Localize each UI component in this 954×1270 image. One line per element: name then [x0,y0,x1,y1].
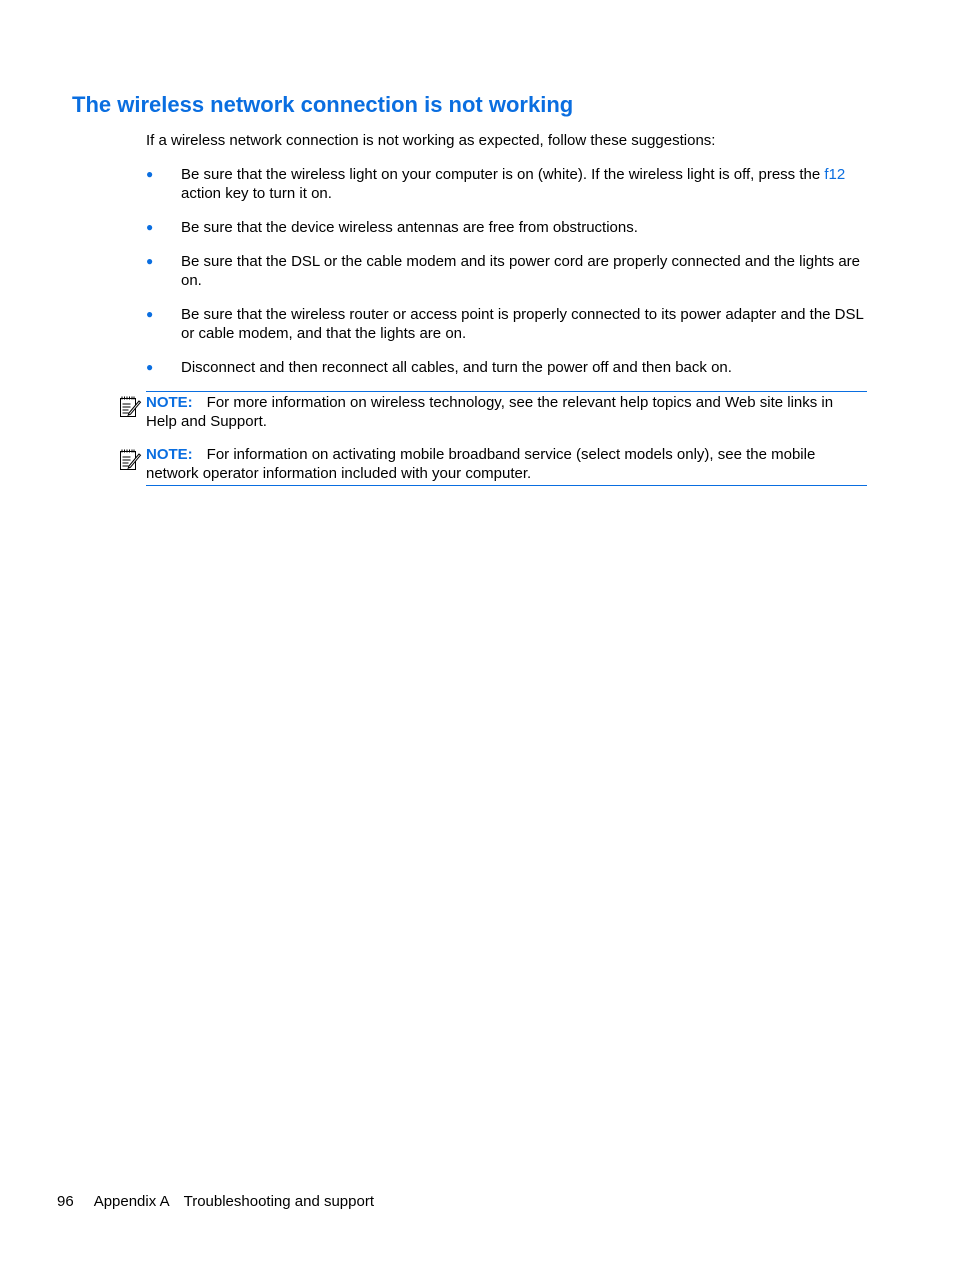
list-item [146,252,868,290]
list-item-text-before: Be sure that the wireless light on your computer is on (white). If the wireless light is off, press the [181,166,825,183]
page-footer [57,1192,374,1211]
note-text: For information on activating mobile broadband service (select models only), see the mobile network operator information included with your computer. [146,446,816,482]
list-item [146,305,868,343]
list-item-text: Be sure that the DSL or the cable modem and its power cord are properly connected and the lights are on. [181,253,860,289]
f12-key-link[interactable]: f12 [824,166,846,183]
bullet-icon: ● [146,254,154,268]
suggestion-list [146,165,868,392]
footer-section: Troubleshooting and support [183,1193,375,1210]
note-label: NOTE: [146,446,193,463]
note-mobile-broadband [146,445,867,486]
list-item [146,165,868,203]
list-item-text: Be sure that the device wireless antennas are free from obstructions. [181,219,638,236]
footer-appendix: Appendix A [93,1193,170,1210]
bullet-icon: ● [146,360,154,374]
note-wireless-info [146,391,867,431]
bullet-icon: ● [146,167,154,181]
page-number: 96 [57,1193,74,1210]
note-text: For more information on wireless technology, see the relevant help topics and Web site links in Help and Support. [146,394,834,430]
bullet-icon: ● [146,220,154,234]
note-label: NOTE: [146,394,193,411]
page-title: The wireless network connection is not working [72,92,574,117]
bullet-icon: ● [146,307,154,321]
note-pad-icon [118,394,142,418]
list-item [146,358,868,377]
list-item-text: Disconnect and then reconnect all cables, and turn the power off and then back on. [181,359,732,376]
note-pad-icon [118,447,142,471]
list-item-text: Be sure that the wireless router or access point is properly connected to its power adapter and the DSL or cable modem, and that the lights are on. [181,306,864,342]
list-item-text-after: action key to turn it on. [181,185,332,202]
intro-text: If a wireless network connection is not working as expected, follow these suggestions: [146,132,716,149]
list-item [146,218,868,237]
